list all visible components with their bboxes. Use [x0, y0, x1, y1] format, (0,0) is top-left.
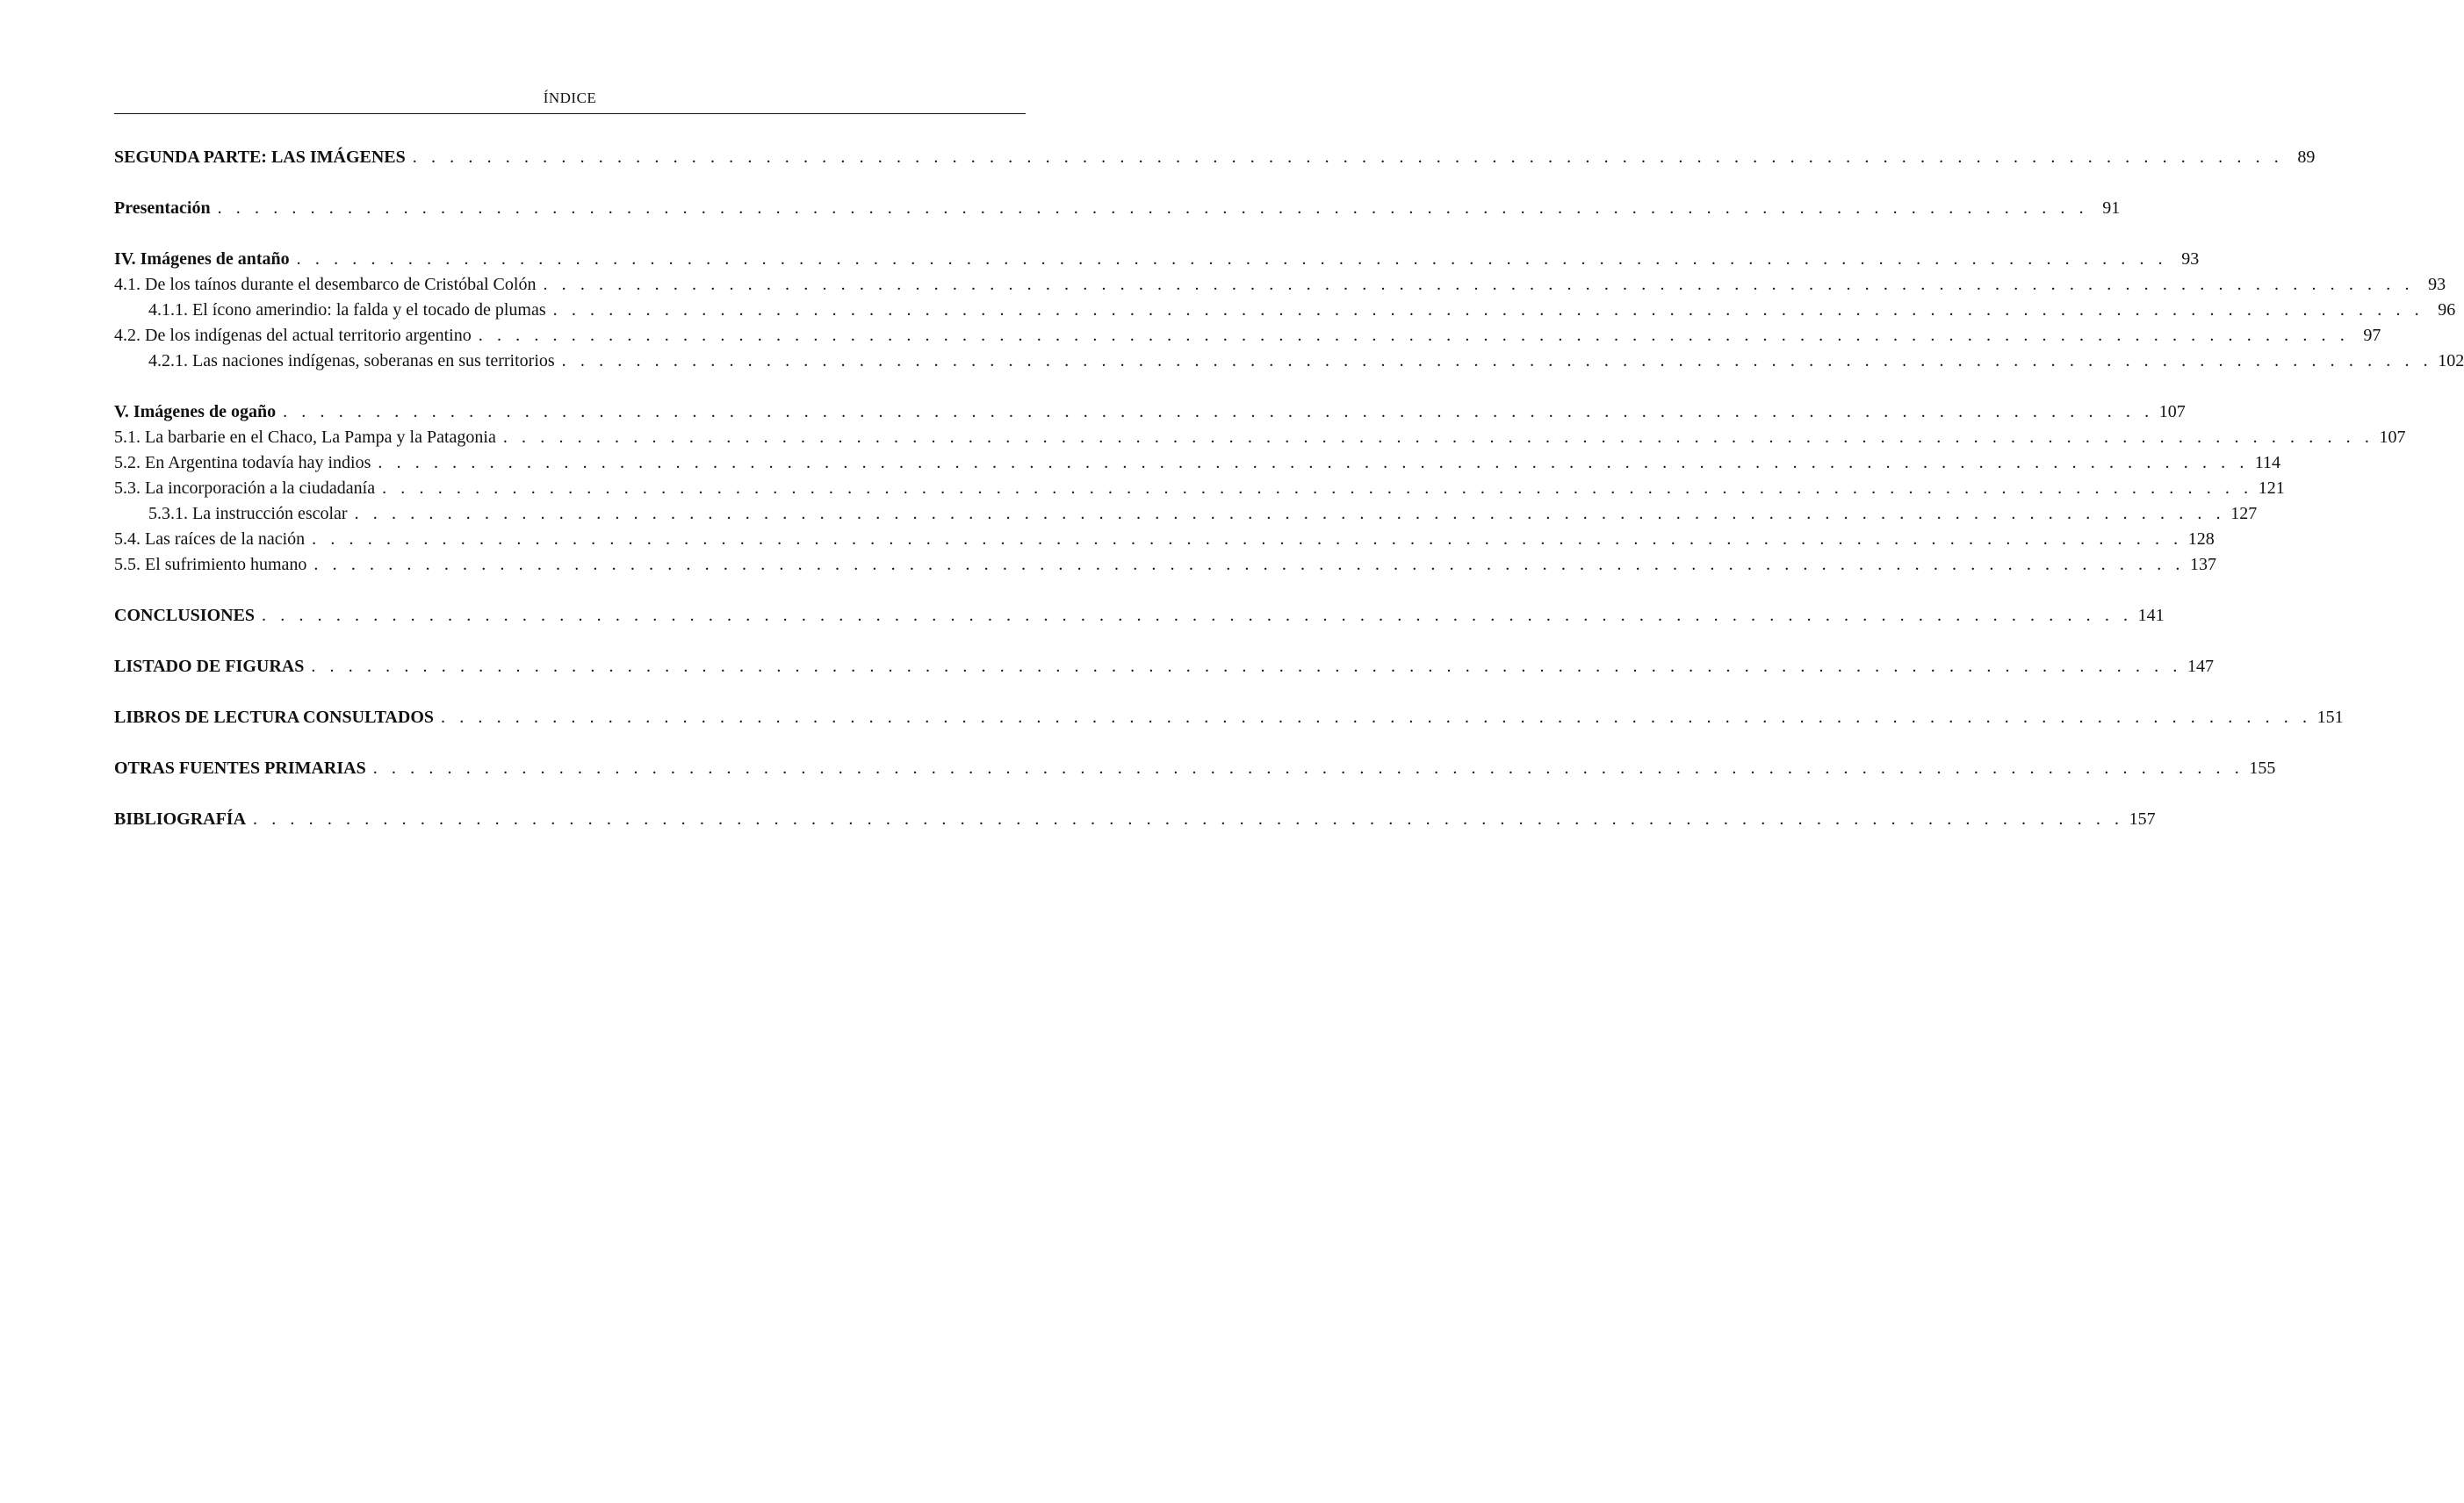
- dot-leader: . . . . . . . . . . . . . . . . . . . . . . . . . . . . . . . . . . . . . . . . . . . . . . . . . . . . . . . . . . . . . . . . . . . . . . . . . . . . . . . . . . . . . . . . . . . . . . . . . . . . .: [312, 529, 2183, 549]
- dot-leader: . . . . . . . . . . . . . . . . . . . . . . . . . . . . . . . . . . . . . . . . . . . . . . . . . . . . . . . . . . . . . . . . . . . . . . . . . . . . . . . . . . . . . . . . . . . . . . . . . . . . .: [382, 478, 2253, 498]
- dot-leader: . . . . . . . . . . . . . . . . . . . . . . . . . . . . . . . . . . . . . . . . . . . . . . . . . . . . . . . . . . . . . . . . . . . . . . . . . . . . . . . . . . . . . . . . . . . . . . . . . . . . .: [441, 708, 2312, 727]
- dot-leader: . . . . . . . . . . . . . . . . . . . . . . . . . . . . . . . . . . . . . . . . . . . . . . . . . . . . . . . . . . . . . . . . . . . . . . . . . . . . . . . . . . . . . . . . . . . . . . . . . . . . .: [253, 809, 2124, 829]
- toc-entry-label: 5.2. En Argentina todavía hay indios: [114, 453, 371, 472]
- toc-page-number: 89: [2297, 147, 2316, 167]
- toc-entry-label: 5.1. La barbarie en el Chaco, La Pampa y la Patagonia: [114, 428, 496, 447]
- toc-entry-label: 5.3.1. La instrucción escolar: [148, 504, 348, 523]
- toc-entry-label: BIBLIOGRAFÍA: [114, 809, 247, 829]
- toc-page-number: 147: [2187, 657, 2214, 676]
- dot-leader: . . . . . . . . . . . . . . . . . . . . . . . . . . . . . . . . . . . . . . . . . . . . . . . . . . . . . . . . . . . . . . . . . . . . . . . . . . . . . . . . . . . . . . . . . . . . . . . . . . . . .: [502, 428, 2374, 447]
- toc-page-number: 107: [2379, 428, 2406, 447]
- dot-leader: . . . . . . . . . . . . . . . . . . . . . . . . . . . . . . . . . . . . . . . . . . . . . . . . . . . . . . . . . . . . . . . . . . . . . . . . . . . . . . . . . . . . . . . . . . . . . . . . . . . . .: [478, 326, 2350, 345]
- toc-entry[interactable]: [114, 272, 2446, 298]
- toc-entry[interactable]: [114, 145, 2316, 170]
- toc-entry[interactable]: [114, 349, 2464, 374]
- toc-page-number: 121: [2258, 478, 2285, 498]
- toc-entry[interactable]: [114, 603, 2165, 629]
- toc-entry-label: Presentación: [114, 198, 211, 218]
- toc-entry[interactable]: [114, 298, 2456, 323]
- toc-page-number: 107: [2158, 402, 2186, 421]
- dot-leader: . . . . . . . . . . . . . . . . . . . . . . . . . . . . . . . . . . . . . . . . . . . . . . . . . . . . . . . . . . . . . . . . . . . . . . . . . . . . . . . . . . . . . . . . . . . . . . . . . . . . .: [313, 555, 2186, 574]
- toc-entry-label: CONCLUSIONES: [114, 606, 256, 625]
- dot-leader: . . . . . . . . . . . . . . . . . . . . . . . . . . . . . . . . . . . . . . . . . . . . . . . . . . . . . . . . . . . . . . . . . . . . . . . . . . . . . . . . . . . . . . . . . . . . . . . . . . . . .: [552, 300, 2424, 320]
- toc-entry[interactable]: [114, 756, 2276, 781]
- dot-leader: . . . . . . . . . . . . . . . . . . . . . . . . . . . . . . . . . . . . . . . . . . . . . . . . . . . . . . . . . . . . . . . . . . . . . . . . . . . . . . . . . . . . . . . . . . . . . . . . . . . . .: [296, 249, 2168, 269]
- toc-page-number: 97: [2363, 326, 2381, 345]
- toc-page-number: 91: [2102, 198, 2121, 218]
- toc-page-number: 141: [2137, 606, 2165, 625]
- toc-entry-label: 4.2.1. Las naciones indígenas, soberanas en sus territorios: [148, 351, 555, 370]
- header-rule: [114, 113, 1026, 114]
- toc-entry[interactable]: [114, 399, 2186, 425]
- toc-entry[interactable]: [114, 654, 2214, 680]
- toc-entry[interactable]: [114, 527, 2215, 552]
- toc-entry[interactable]: [114, 501, 2258, 527]
- toc-entry-label: SEGUNDA PARTE: LAS IMÁGENES: [114, 147, 406, 167]
- toc-entry[interactable]: [114, 247, 2200, 272]
- toc-entry-label: 4.1. De los taínos durante el desembarco de Cristóbal Colón: [114, 275, 537, 294]
- toc-page-number: 155: [2249, 759, 2276, 778]
- dot-leader: . . . . . . . . . . . . . . . . . . . . . . . . . . . . . . . . . . . . . . . . . . . . . . . . . . . . . . . . . . . . . . . . . . . . . . . . . . . . . . . . . . . . . . . . . . . . . . . . . . . . .: [412, 147, 2284, 167]
- toc-entry[interactable]: [114, 476, 2285, 501]
- toc-page-number: 137: [2190, 555, 2217, 574]
- toc-entry-label: LISTADO DE FIGURAS: [114, 657, 305, 676]
- dot-leader: . . . . . . . . . . . . . . . . . . . . . . . . . . . . . . . . . . . . . . . . . . . . . . . . . . . . . . . . . . . . . . . . . . . . . . . . . . . . . . . . . . . . . . . . . . . . . . . . . . . . .: [543, 275, 2415, 294]
- toc-entry-label: LIBROS DE LECTURA CONSULTADOS: [114, 708, 434, 727]
- toc-page-number: 157: [2129, 809, 2156, 829]
- dot-leader: . . . . . . . . . . . . . . . . . . . . . . . . . . . . . . . . . . . . . . . . . . . . . . . . . . . . . . . . . . . . . . . . . . . . . . . . . . . . . . . . . . . . . . . . . . . . . . . . . . . . .: [283, 402, 2154, 421]
- toc-entry[interactable]: [114, 450, 2280, 476]
- toc-entry[interactable]: [114, 323, 2381, 349]
- toc-entry[interactable]: [114, 807, 2156, 832]
- dot-leader: . . . . . . . . . . . . . . . . . . . . . . . . . . . . . . . . . . . . . . . . . . . . . . . . . . . . . . . . . . . . . . . . . . . . . . . . . . . . . . . . . . . . . . . . . . . . . . . . . . . . .: [262, 606, 2133, 625]
- toc-entry-label: V. Imágenes de ogaño: [114, 402, 277, 421]
- toc-entry-label: 5.5. El sufrimiento humano: [114, 555, 307, 574]
- dot-leader: . . . . . . . . . . . . . . . . . . . . . . . . . . . . . . . . . . . . . . . . . . . . . . . . . . . . . . . . . . . . . . . . . . . . . . . . . . . . . . . . . . . . . . . . . . . . . . . . . . . . .: [311, 657, 2182, 676]
- toc-entry-label: IV. Imágenes de antaño: [114, 249, 290, 269]
- toc-page-number: 93: [2428, 275, 2446, 294]
- toc-entry-label: 4.2. De los indígenas del actual territorio argentino: [114, 326, 472, 345]
- toc-entry-label: OTRAS FUENTES PRIMARIAS: [114, 759, 366, 778]
- toc-entry-label: 5.3. La incorporación a la ciudadanía: [114, 478, 376, 498]
- toc-page-number: 96: [2438, 300, 2456, 320]
- dot-leader: . . . . . . . . . . . . . . . . . . . . . . . . . . . . . . . . . . . . . . . . . . . . . . . . . . . . . . . . . . . . . . . . . . . . . . . . . . . . . . . . . . . . . . . . . . . . . . . . . . . . .: [561, 351, 2433, 370]
- toc-entry[interactable]: [114, 552, 2217, 578]
- dot-leader: . . . . . . . . . . . . . . . . . . . . . . . . . . . . . . . . . . . . . . . . . . . . . . . . . . . . . . . . . . . . . . . . . . . . . . . . . . . . . . . . . . . . . . . . . . . . . . . . . . . . .: [354, 504, 2226, 523]
- running-head: ÍNDICE: [543, 90, 597, 106]
- toc-entry[interactable]: [114, 196, 2121, 221]
- toc-entry[interactable]: [114, 705, 2344, 730]
- toc-page-number: 151: [2316, 708, 2344, 727]
- toc-page-number: 102: [2438, 351, 2464, 370]
- toc-page-number: 93: [2181, 249, 2200, 269]
- toc-page-number: 127: [2230, 504, 2258, 523]
- toc-entry-label: 4.1.1. El ícono amerindio: la falda y el tocado de plumas: [148, 300, 546, 320]
- toc-page-number: 128: [2187, 529, 2215, 549]
- dot-leader: . . . . . . . . . . . . . . . . . . . . . . . . . . . . . . . . . . . . . . . . . . . . . . . . . . . . . . . . . . . . . . . . . . . . . . . . . . . . . . . . . . . . . . . . . . . . . . . . . . . . .: [372, 759, 2244, 778]
- table-of-contents: [114, 145, 2464, 832]
- toc-entry-label: 5.4. Las raíces de la nación: [114, 529, 306, 549]
- dot-leader: . . . . . . . . . . . . . . . . . . . . . . . . . . . . . . . . . . . . . . . . . . . . . . . . . . . . . . . . . . . . . . . . . . . . . . . . . . . . . . . . . . . . . . . . . . . . . . . . . . . . .: [217, 198, 2089, 218]
- dot-leader: . . . . . . . . . . . . . . . . . . . . . . . . . . . . . . . . . . . . . . . . . . . . . . . . . . . . . . . . . . . . . . . . . . . . . . . . . . . . . . . . . . . . . . . . . . . . . . . . . . . . .: [378, 453, 2249, 472]
- toc-page-number: 114: [2254, 453, 2280, 472]
- toc-entry[interactable]: [114, 425, 2406, 450]
